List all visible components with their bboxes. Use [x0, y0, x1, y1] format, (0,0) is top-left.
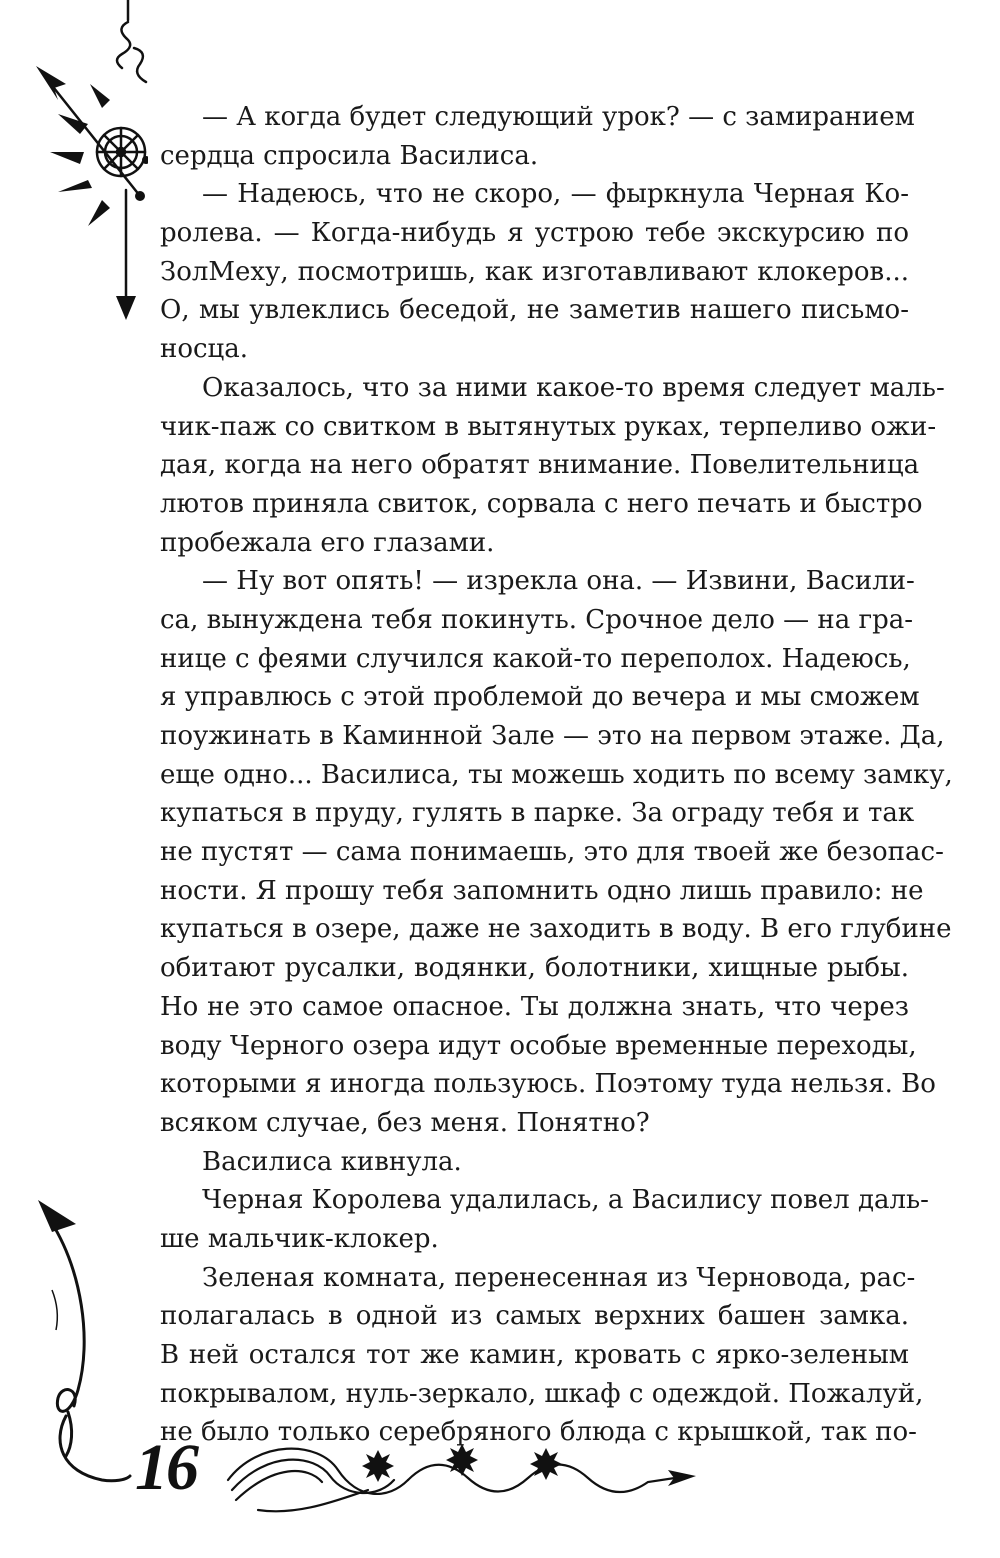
compass-ornament-icon [18, 0, 148, 330]
text-line: ности. Я прошу тебя запомнить одно лишь правило: не [160, 875, 924, 906]
text-line: лютов приняла свиток, сорвала с него печать и быстро [160, 488, 923, 519]
text-line: са, вынуждена тебя покинуть. Срочное дело — на гра- [160, 604, 914, 635]
text-line: дая, когда на него обратят внимание. Повелительница [160, 450, 920, 481]
text-line: ше мальчик-клокер. [160, 1223, 439, 1254]
text-line: Василиса кивнула. [202, 1146, 462, 1177]
swash-ornament-icon [22, 1180, 132, 1500]
page-number: 16 [135, 1431, 197, 1504]
text-line: О, мы увлеклись беседой, не заметив нашего письмо- [160, 295, 909, 326]
text-line: поужинать в Каминной Зале — это на первом этаже. Да, [160, 721, 945, 751]
text-line: обитают русалки, водянки, болотники, хищные рыбы. [160, 953, 909, 984]
text-line: еще одно... Василиса, ты можешь ходить по всему замку, [160, 759, 953, 790]
text-line: всяком случае, без меня. Понятно? [160, 1107, 650, 1138]
text-line: В ней остался тот же камин, кровать с ярко-зеленым [160, 1340, 909, 1370]
text-line: носца. [160, 334, 249, 365]
text-line: которыми я иногда пользуюсь. Поэтому туда нельзя. Во [160, 1069, 936, 1100]
text-line: — Ну вот опять! — изрекла она. — Извини, Васили- [202, 566, 915, 597]
text-line: чик-паж со свитком в вытянутых руках, терпеливо ожи- [160, 411, 937, 442]
text-line: покрывалом, нуль-зеркало, шкаф с одеждой. Пожалуй, [160, 1378, 924, 1409]
text-line: купаться в озере, даже не заходить в воду. В его глубине [160, 914, 952, 945]
text-line: — А когда будет следующий урок? — с замиранием [202, 102, 915, 132]
text-line: — Надеюсь, что не скоро, — фыркнула Черная Ко- [202, 179, 909, 210]
text-line: не пустят — сама понимаешь, это для твоей же безопас- [160, 837, 944, 868]
text-line: воду Черного озера идут особые временные переходы, [160, 1030, 917, 1061]
text-line: нице с феями случился какой-то переполох. Надеюсь, [160, 643, 911, 674]
text-line: Но не это самое опасное. Ты должна знать, что через [160, 991, 909, 1022]
text-line: Зеленая комната, перенесенная из Черновода, рас- [202, 1262, 916, 1293]
text-line: я управлюсь с этой проблемой до вечера и мы сможем [160, 682, 920, 713]
text-line: ЗолМеху, посмотришь, как изготавливают клокеров... [160, 256, 909, 287]
text-line: полагалась в одной из самых верхних башен замка. [160, 1301, 909, 1332]
text-line: сердца спросила Василиса. [160, 140, 539, 171]
text-line: Оказалось, что за ними какое-то время следует маль- [202, 372, 945, 403]
text-line: Черная Королева удалилась, а Василису повел даль- [202, 1185, 929, 1216]
text-line: купаться в пруду, гулять в парке. За ограду тебя и так [160, 798, 915, 829]
text-line: не было только серебряного блюда с крышкой, так по- [160, 1417, 917, 1448]
body-text [160, 98, 953, 1452]
text-line: ролева. — Когда-нибудь я устрою тебе экскурсию по [160, 218, 909, 249]
text-line: пробежала его глазами. [160, 527, 495, 558]
